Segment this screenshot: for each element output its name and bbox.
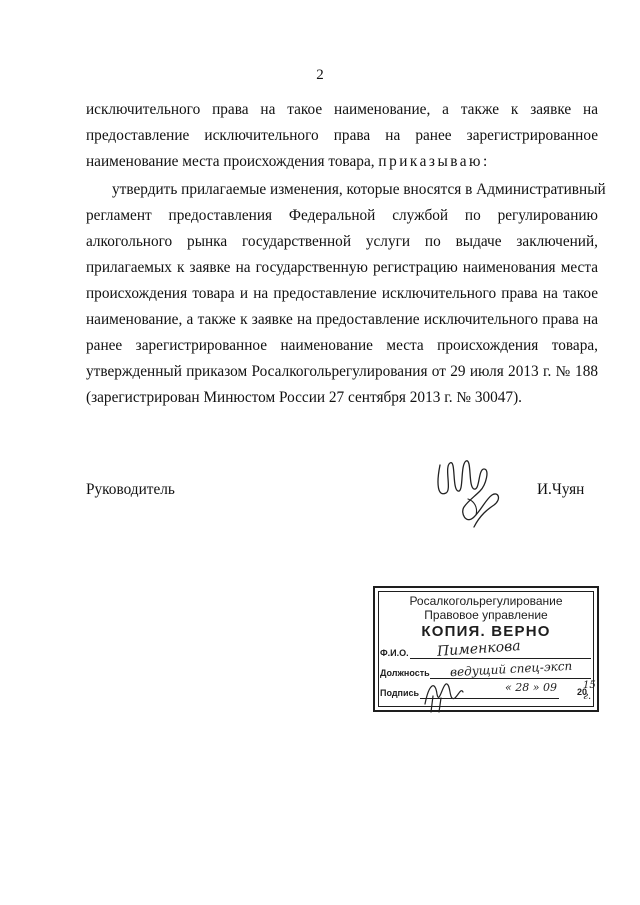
text-line: происхождения товара и на предоставление исключительного права на такое (86, 285, 598, 302)
stamp-position-label: Должность (380, 668, 430, 678)
stamp-year-prefix: 20 (576, 687, 587, 697)
order-word: приказываю: (378, 153, 490, 170)
text-line: утвержденный приказом Росалкогольрегулирования от 29 июля 2013 г. № 188 (86, 363, 598, 380)
paragraph-2 (86, 177, 606, 411)
handwritten-fio: Пименкова (436, 638, 522, 660)
stamp-signature-row (380, 684, 591, 700)
paragraph-1 (86, 97, 598, 175)
text-line: исключительного права на такое наименование, а также к заявке на (86, 101, 598, 118)
handwritten-date: « 28 » 09 (505, 681, 557, 694)
signer-name: И.Чуян (537, 481, 585, 498)
stamp-department: Правовое управление (424, 608, 548, 622)
text-line: регламент предоставления Федеральной службой по регулированию (86, 207, 598, 224)
text-line: алкогольного рынка государственной услуги по выдаче заключений, (86, 233, 598, 250)
signer-title: Руководитель (86, 481, 175, 498)
stamp-certified-copy: КОПИЯ. ВЕРНО (421, 623, 551, 640)
text-line: ранее зарегистрированное наименование места происхождения товара, (86, 337, 598, 354)
stamp-signature-label: Подпись (380, 688, 420, 698)
stamp-signature-scribble (421, 674, 467, 714)
text-line: утвердить прилагаемые изменения, которые вносятся в Административный (112, 181, 606, 198)
text-line: предоставление исключительного права на ранее зарегистрированное (86, 127, 598, 144)
text-line: наименование, а также к заявке на предоставление исключительного права на (86, 311, 598, 328)
stamp-fio-label: Ф.И.О. (380, 648, 409, 658)
stamp-organization: Росалкогольрегулирование (409, 594, 563, 608)
certification-stamp (373, 586, 599, 712)
text-line-last (86, 149, 598, 175)
text-fragment: наименование места происхождения товара, (86, 153, 379, 170)
stamp-year-suffix: 15 г. (583, 680, 596, 702)
handwritten-position: ведущий спец-эксп (449, 658, 573, 680)
handwritten-signature (428, 455, 510, 537)
text-line: прилагаемых к заявке на государственную регистрацию наименования места (86, 259, 598, 276)
page-number: 2 (316, 67, 324, 83)
text-line-last: (зарегистрирован Минюстом России 27 сентября 2013 г. № 30047). (86, 389, 522, 406)
